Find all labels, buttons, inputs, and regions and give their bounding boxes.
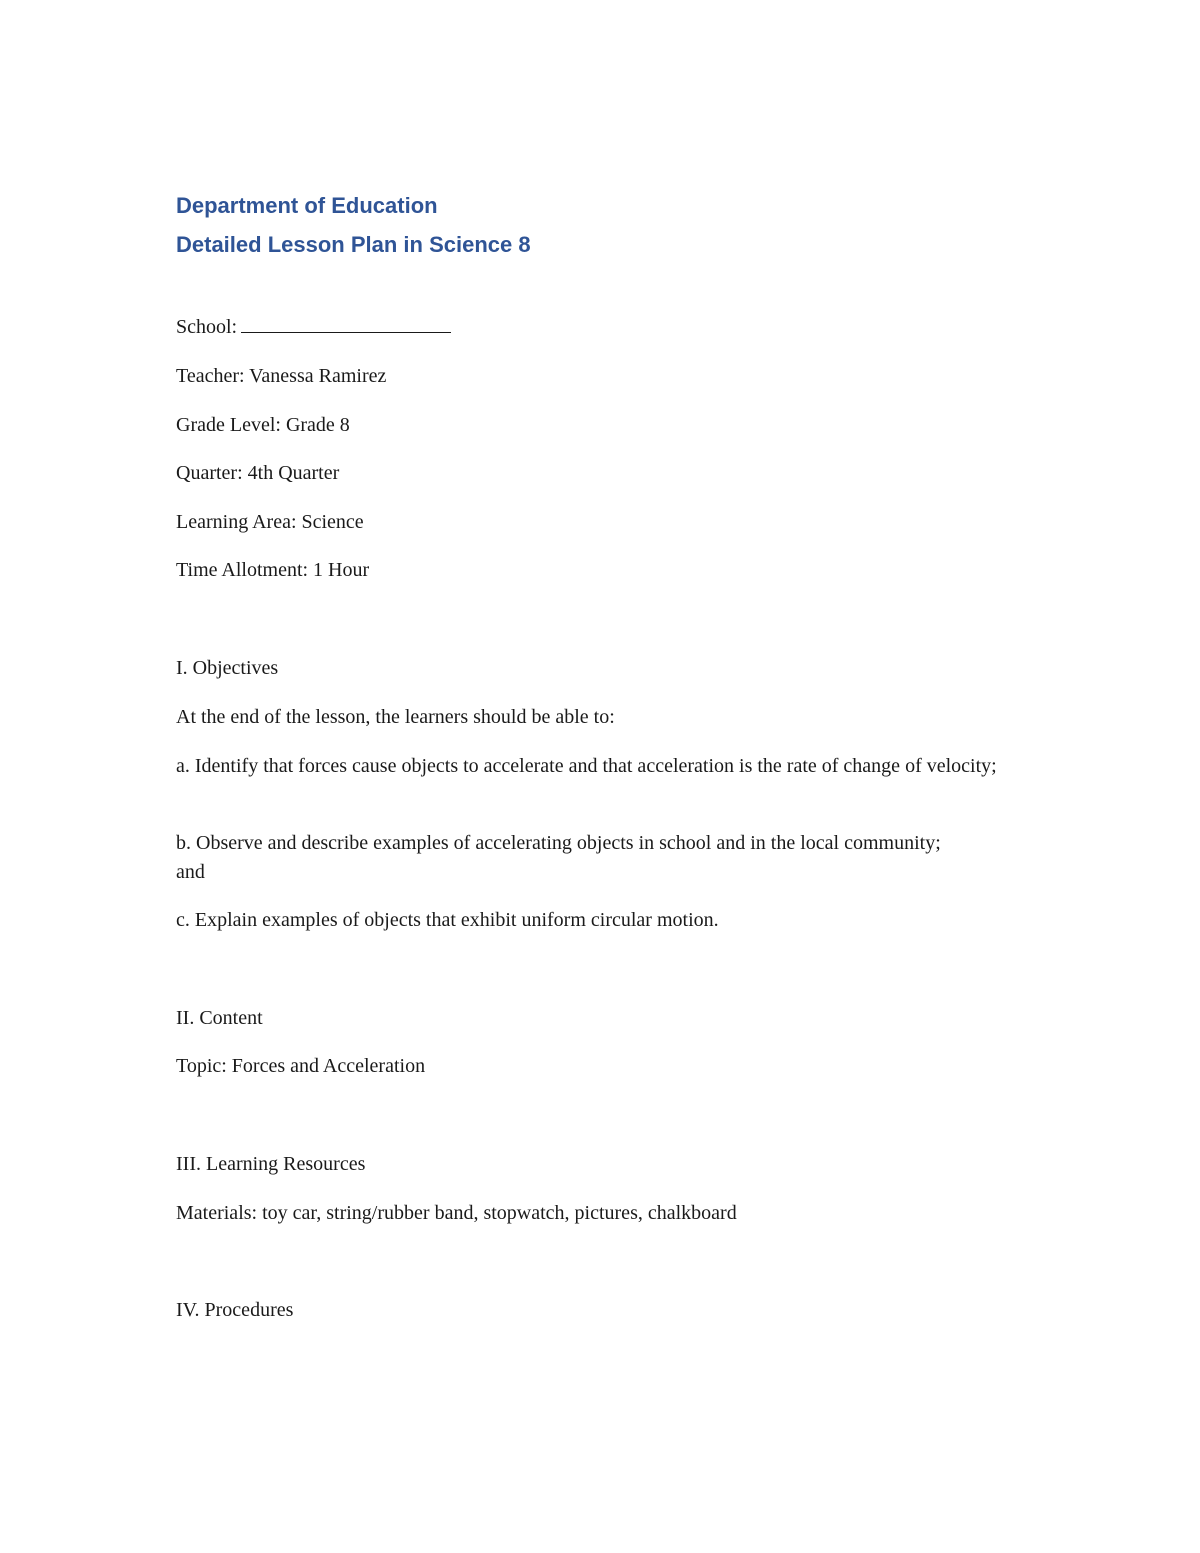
resources-materials: Materials: toy car, string/rubber band, stopwatch, pictures, chalkboard bbox=[176, 1202, 737, 1224]
procedures-heading: IV. Procedures bbox=[176, 1299, 294, 1321]
time-line: Time Allotment: 1 Hour bbox=[176, 559, 370, 581]
content-topic: Topic: Forces and Acceleration bbox=[176, 1055, 426, 1077]
objectives-heading: I. Objectives bbox=[176, 657, 279, 679]
grade-line: Grade Level: Grade 8 bbox=[176, 414, 350, 436]
objective-item: c. Explain examples of objects that exhibit uniform circular motion. bbox=[176, 909, 719, 931]
area-line: Learning Area: Science bbox=[176, 511, 364, 533]
resources-heading: III. Learning Resources bbox=[176, 1153, 366, 1175]
school-field bbox=[176, 313, 1016, 342]
objectives-intro: At the end of the lesson, the learners should be able to: bbox=[176, 706, 615, 728]
school-blank-line bbox=[241, 314, 451, 333]
school-label: School: bbox=[176, 316, 238, 338]
content-heading: II. Content bbox=[176, 1007, 263, 1029]
objective-item: a. Identify that forces cause objects to accelerate and that acceleration is the rate of change of velocity; bbox=[176, 755, 997, 777]
quarter-line: Quarter: 4th Quarter bbox=[176, 462, 340, 484]
objective-item: b. Observe and describe examples of accelerating objects in school and in the local community; and bbox=[176, 832, 941, 883]
document-title: Detailed Lesson Plan in Science 8 bbox=[176, 232, 531, 257]
org-heading: Department of Education bbox=[176, 193, 438, 218]
teacher-line: Teacher: Vanessa Ramirez bbox=[176, 365, 387, 387]
